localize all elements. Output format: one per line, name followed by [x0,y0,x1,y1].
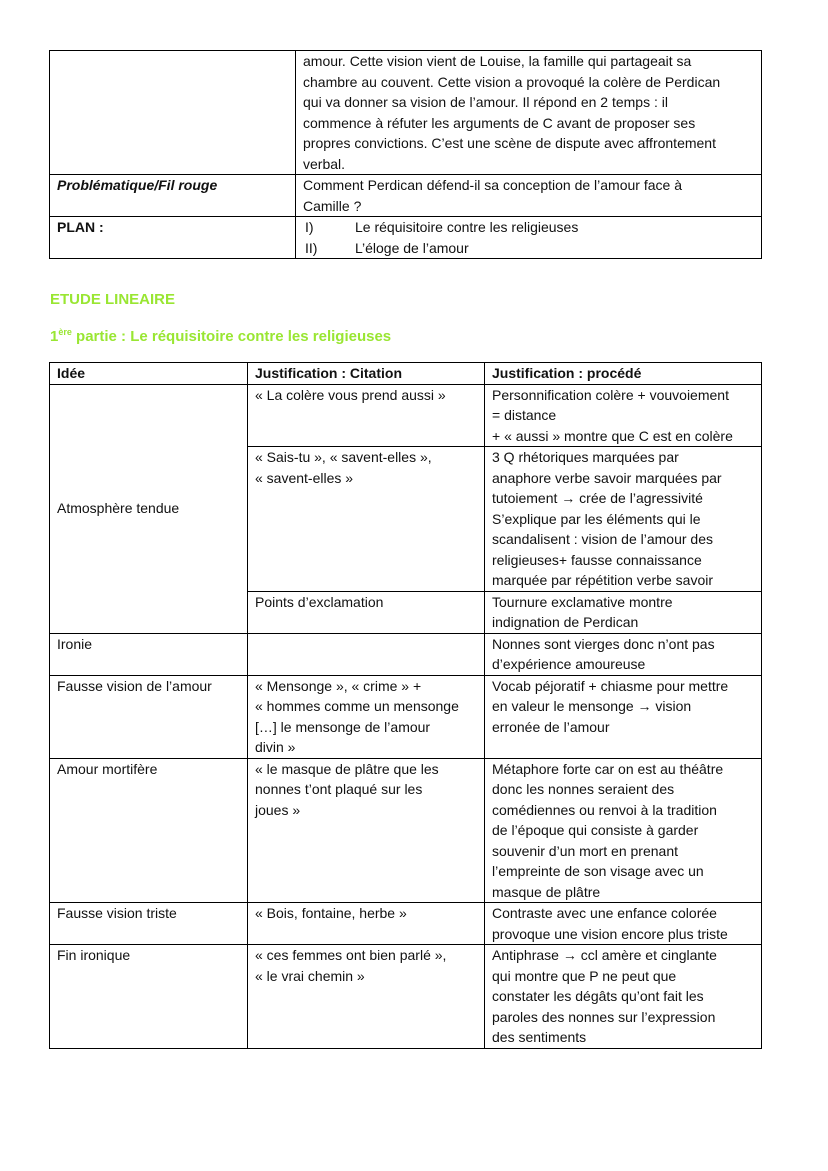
plan-item [303,238,754,259]
analysis-table [49,362,762,1049]
citation-line: joues » [255,801,301,818]
plan-item-number: II) [305,239,318,256]
citation-cell [248,758,485,903]
problematique-label: Problématique/Fil rouge [50,175,296,217]
plan-label: PLAN : [50,217,296,259]
idea-cell: Amour mortifère [50,758,248,903]
context-text-cell [296,51,762,175]
procede-line: Nonnes sont vierges donc n’ont pas [492,635,715,652]
procede-line: constater les dégâts qu’ont fait les [492,988,704,1004]
plan-item [303,217,754,238]
citation-line: « le vrai chemin » [255,967,365,984]
procede-line: l’empreinte de son visage avec un [492,863,704,879]
procede-line: Contraste avec une enfance colorée [492,905,717,921]
context-line: verbal. [303,155,346,172]
context-line: chambre au couvent. Cette vision a provoqué la colère de Perdican [303,73,721,90]
idea-cell: Fin ironique [50,945,248,1049]
procede-line: d’expérience amoureuse [492,656,646,672]
context-line: propres convictions. C’est une scène de dispute avec affrontement [303,135,716,151]
table-row [50,675,762,758]
header-citation: Justification : Citation [248,363,485,385]
section-heading: ETUDE LINEAIRE [50,291,176,308]
procede-line: comédiennes ou renvoi à la tradition [492,801,717,818]
citation-cell [248,591,485,633]
table-row [50,945,762,1049]
problematique-line: Comment Perdican défend-il sa conception de l’amour face à [303,177,682,193]
citation-cell [248,384,485,447]
procede-cell [485,591,762,633]
procede-line: qui montre que P ne peut que [492,967,677,984]
problematique-row [50,175,762,217]
procede-line: provoque une vision encore plus triste [492,925,728,942]
citation-line: « Mensonge », « crime » + [255,677,422,694]
procede-line: S’explique par les éléments qui le [492,510,701,527]
citation-cell [248,447,485,592]
idea-cell: Atmosphère tendue [50,384,248,633]
procede-line: souvenir d’un mort en prenant [492,842,678,859]
citation-cell [248,675,485,758]
plan-item-text: Le réquisitoire contre les religieuses [355,219,579,235]
procede-line: religieuses+ fausse connaissance [492,551,702,568]
part-heading [50,327,391,348]
procede-line: erronée de l’amour [492,718,610,735]
citation-line: […] le mensonge de l’amour [255,718,431,735]
procede-line: anaphore verbe savoir marquées par [492,469,722,486]
context-label-cell [50,51,296,175]
table-row [50,758,762,903]
plan-items-cell [296,217,762,259]
procede-line: Antiphrase → ccl amère et cinglante [492,947,717,963]
procede-line: + « aussi » montre que C est en colère [492,427,733,444]
table-row [50,903,762,945]
idea-cell: Fausse vision de l’amour [50,675,248,758]
citation-cell [248,903,485,945]
citation-line: nonnes t’ont plaqué sur les [255,781,423,797]
procede-line: donc les nonnes seraient des [492,781,675,797]
problematique-text-cell [296,175,762,217]
part-title: partie : Le réquisitoire contre les religieuses [71,328,392,345]
table-row [50,384,762,447]
procede-line: scandalisent : vision de l’amour des [492,531,714,547]
procede-line: = distance [492,407,557,423]
procede-cell [485,675,762,758]
context-line: qui va donner sa vision de l’amour. Il répond en 2 temps : il [303,94,668,110]
procede-line: 3 Q rhétoriques marquées par [492,449,679,465]
procede-cell [485,384,762,447]
citation-cell [248,945,485,1049]
procede-line: paroles des nonnes sur l’expression [492,1008,716,1025]
procede-cell [485,447,762,592]
header-procede: Justification : procédé [485,363,762,385]
citation-line: « savent-elles » [255,469,354,486]
plan-item-text: L’éloge de l’amour [355,239,469,256]
procede-line: Métaphore forte car on est au théâtre [492,760,724,777]
idea-cell: Fausse vision triste [50,903,248,945]
part-ordinal-suffix: ère [58,327,72,337]
procede-line: Tournure exclamative montre [492,593,673,610]
procede-line: Personnification colère + vouvoiement [492,386,729,403]
procede-cell [485,945,762,1049]
citation-cell [248,633,485,675]
procede-line: en valeur le mensonge → vision [492,698,692,714]
citation-line: « Sais-tu », « savent-elles », [255,449,432,465]
procede-line: des sentiments [492,1029,587,1045]
citation-line: Points d’exclamation [255,593,384,610]
part-number: 1 [50,328,59,345]
header-row [50,363,762,385]
citation-line: divin » [255,739,296,755]
idea-cell: Ironie [50,633,248,675]
procede-line: marquée par répétition verbe savoir [492,572,714,588]
plan-item-number: I) [305,219,314,235]
plan-row [50,217,762,259]
citation-line: « le masque de plâtre que les [255,760,439,777]
problematique-line: Camille ? [303,197,362,214]
citation-line: « La colère vous prend aussi » [255,386,446,403]
procede-cell [485,758,762,903]
procede-line: Vocab péjoratif + chiasme pour mettre [492,677,729,694]
procede-line: masque de plâtre [492,883,601,900]
procede-cell [485,903,762,945]
citation-line: « ces femmes ont bien parlé », [255,947,447,963]
header-idee: Idée [50,363,248,385]
summary-table [49,50,762,259]
procede-cell [485,633,762,675]
context-line: commence à réfuter les arguments de C avant de proposer ses [303,114,696,131]
context-line: amour. Cette vision vient de Louise, la famille qui partageait sa [303,53,692,69]
table-row [50,633,762,675]
citation-line: « Bois, fontaine, herbe » [255,905,407,921]
procede-line: tutoiement → crée de l’agressivité [492,490,703,506]
procede-line: indignation de Perdican [492,614,639,630]
context-row [50,51,762,175]
procede-line: de l’époque qui consiste à garder [492,822,699,838]
citation-line: « hommes comme un mensonge [255,698,459,714]
